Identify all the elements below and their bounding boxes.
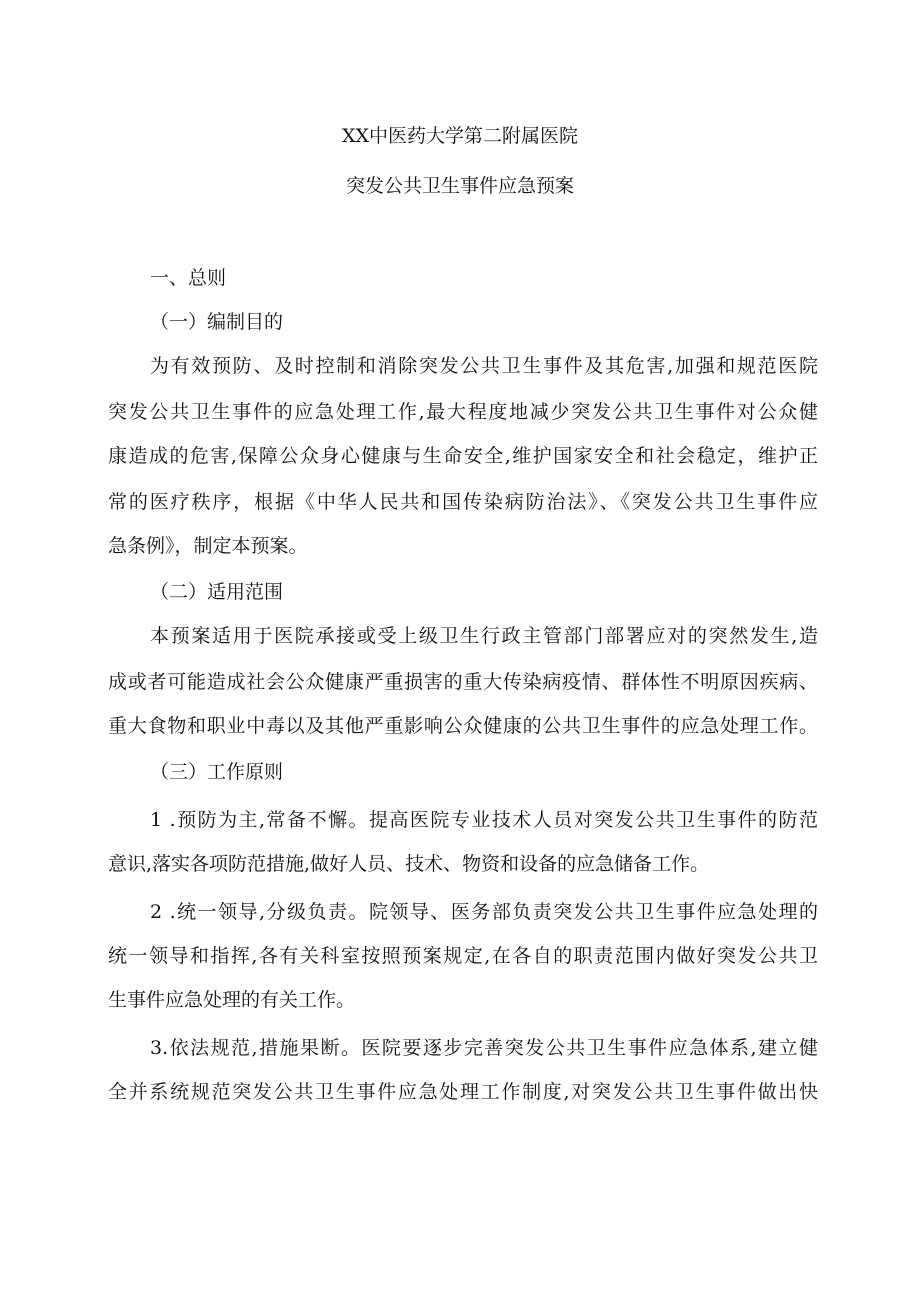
list-item-line: 生事件应急处理的有关工作。 — [108, 989, 356, 1011]
paragraph-line: 成或者可能造成社会公众健康严重损害的重大传染病疫情、群体性不明原因疾病、 — [108, 671, 818, 693]
list-item-line: 全并系统规范突发公共卫生事件应急处理工作制度,对突发公共卫生事件做出快 — [108, 1081, 818, 1103]
list-item-line: 2 .统一领导,分级负责。院领导、医务部负责突发公共卫生事件应急处理的 — [150, 901, 818, 923]
list-item-line: 1 .预防为主,常备不懈。提高医院专业技术人员对突发公共卫生事件的防范 — [150, 809, 818, 831]
list-item-line: 意识,落实各项防范措施,做好人员、技术、物资和设备的应急储备工作。 — [108, 853, 710, 875]
paragraph-line: 重大食物和职业中毒以及其他严重影响公众健康的公共卫生事件的应急处理工作。 — [108, 715, 818, 737]
paragraph-line: 为有效预防、及时控制和消除突发公共卫生事件及其危害,加强和规范医院 — [150, 355, 818, 377]
paragraph-line: 急条例》，制定本预案。 — [108, 535, 308, 557]
subsection-heading-principles: （三）工作原则 — [150, 761, 284, 783]
list-item-line: 统一领导和指挥,各有关科室按照预案规定,在各自的职责范围内做好突发公共卫 — [108, 945, 818, 967]
document-title-block — [0, 124, 920, 198]
list-item-line: 3.依法规范,措施果断。医院要逐步完善突发公共卫生事件应急体系,建立健 — [150, 1037, 818, 1059]
document-body — [108, 266, 818, 1104]
section-heading-general: 一、总则 — [150, 267, 227, 289]
subsection-heading-scope: （二）适用范围 — [150, 581, 284, 603]
paragraph-line: 常的医疗秩序，根据《中华人民共和国传染病防治法》、《突发公共卫生事件应 — [108, 491, 818, 513]
subsection-heading-purpose: （一）编制目的 — [150, 311, 284, 333]
document-subtitle: 突发公共卫生事件应急预案 — [345, 175, 574, 197]
document-title: XX中医药大学第二附属医院 — [341, 125, 579, 147]
paragraph-line: 康造成的危害,保障公众身心健康与生命安全,维护国家安全和社会稳定，维护正 — [108, 445, 818, 467]
paragraph-line: 突发公共卫生事件的应急处理工作,最大程度地减少突发公共卫生事件对公众健 — [108, 401, 818, 423]
paragraph-line: 本预案适用于医院承接或受上级卫生行政主管部门部署应对的突然发生,造 — [150, 625, 818, 647]
